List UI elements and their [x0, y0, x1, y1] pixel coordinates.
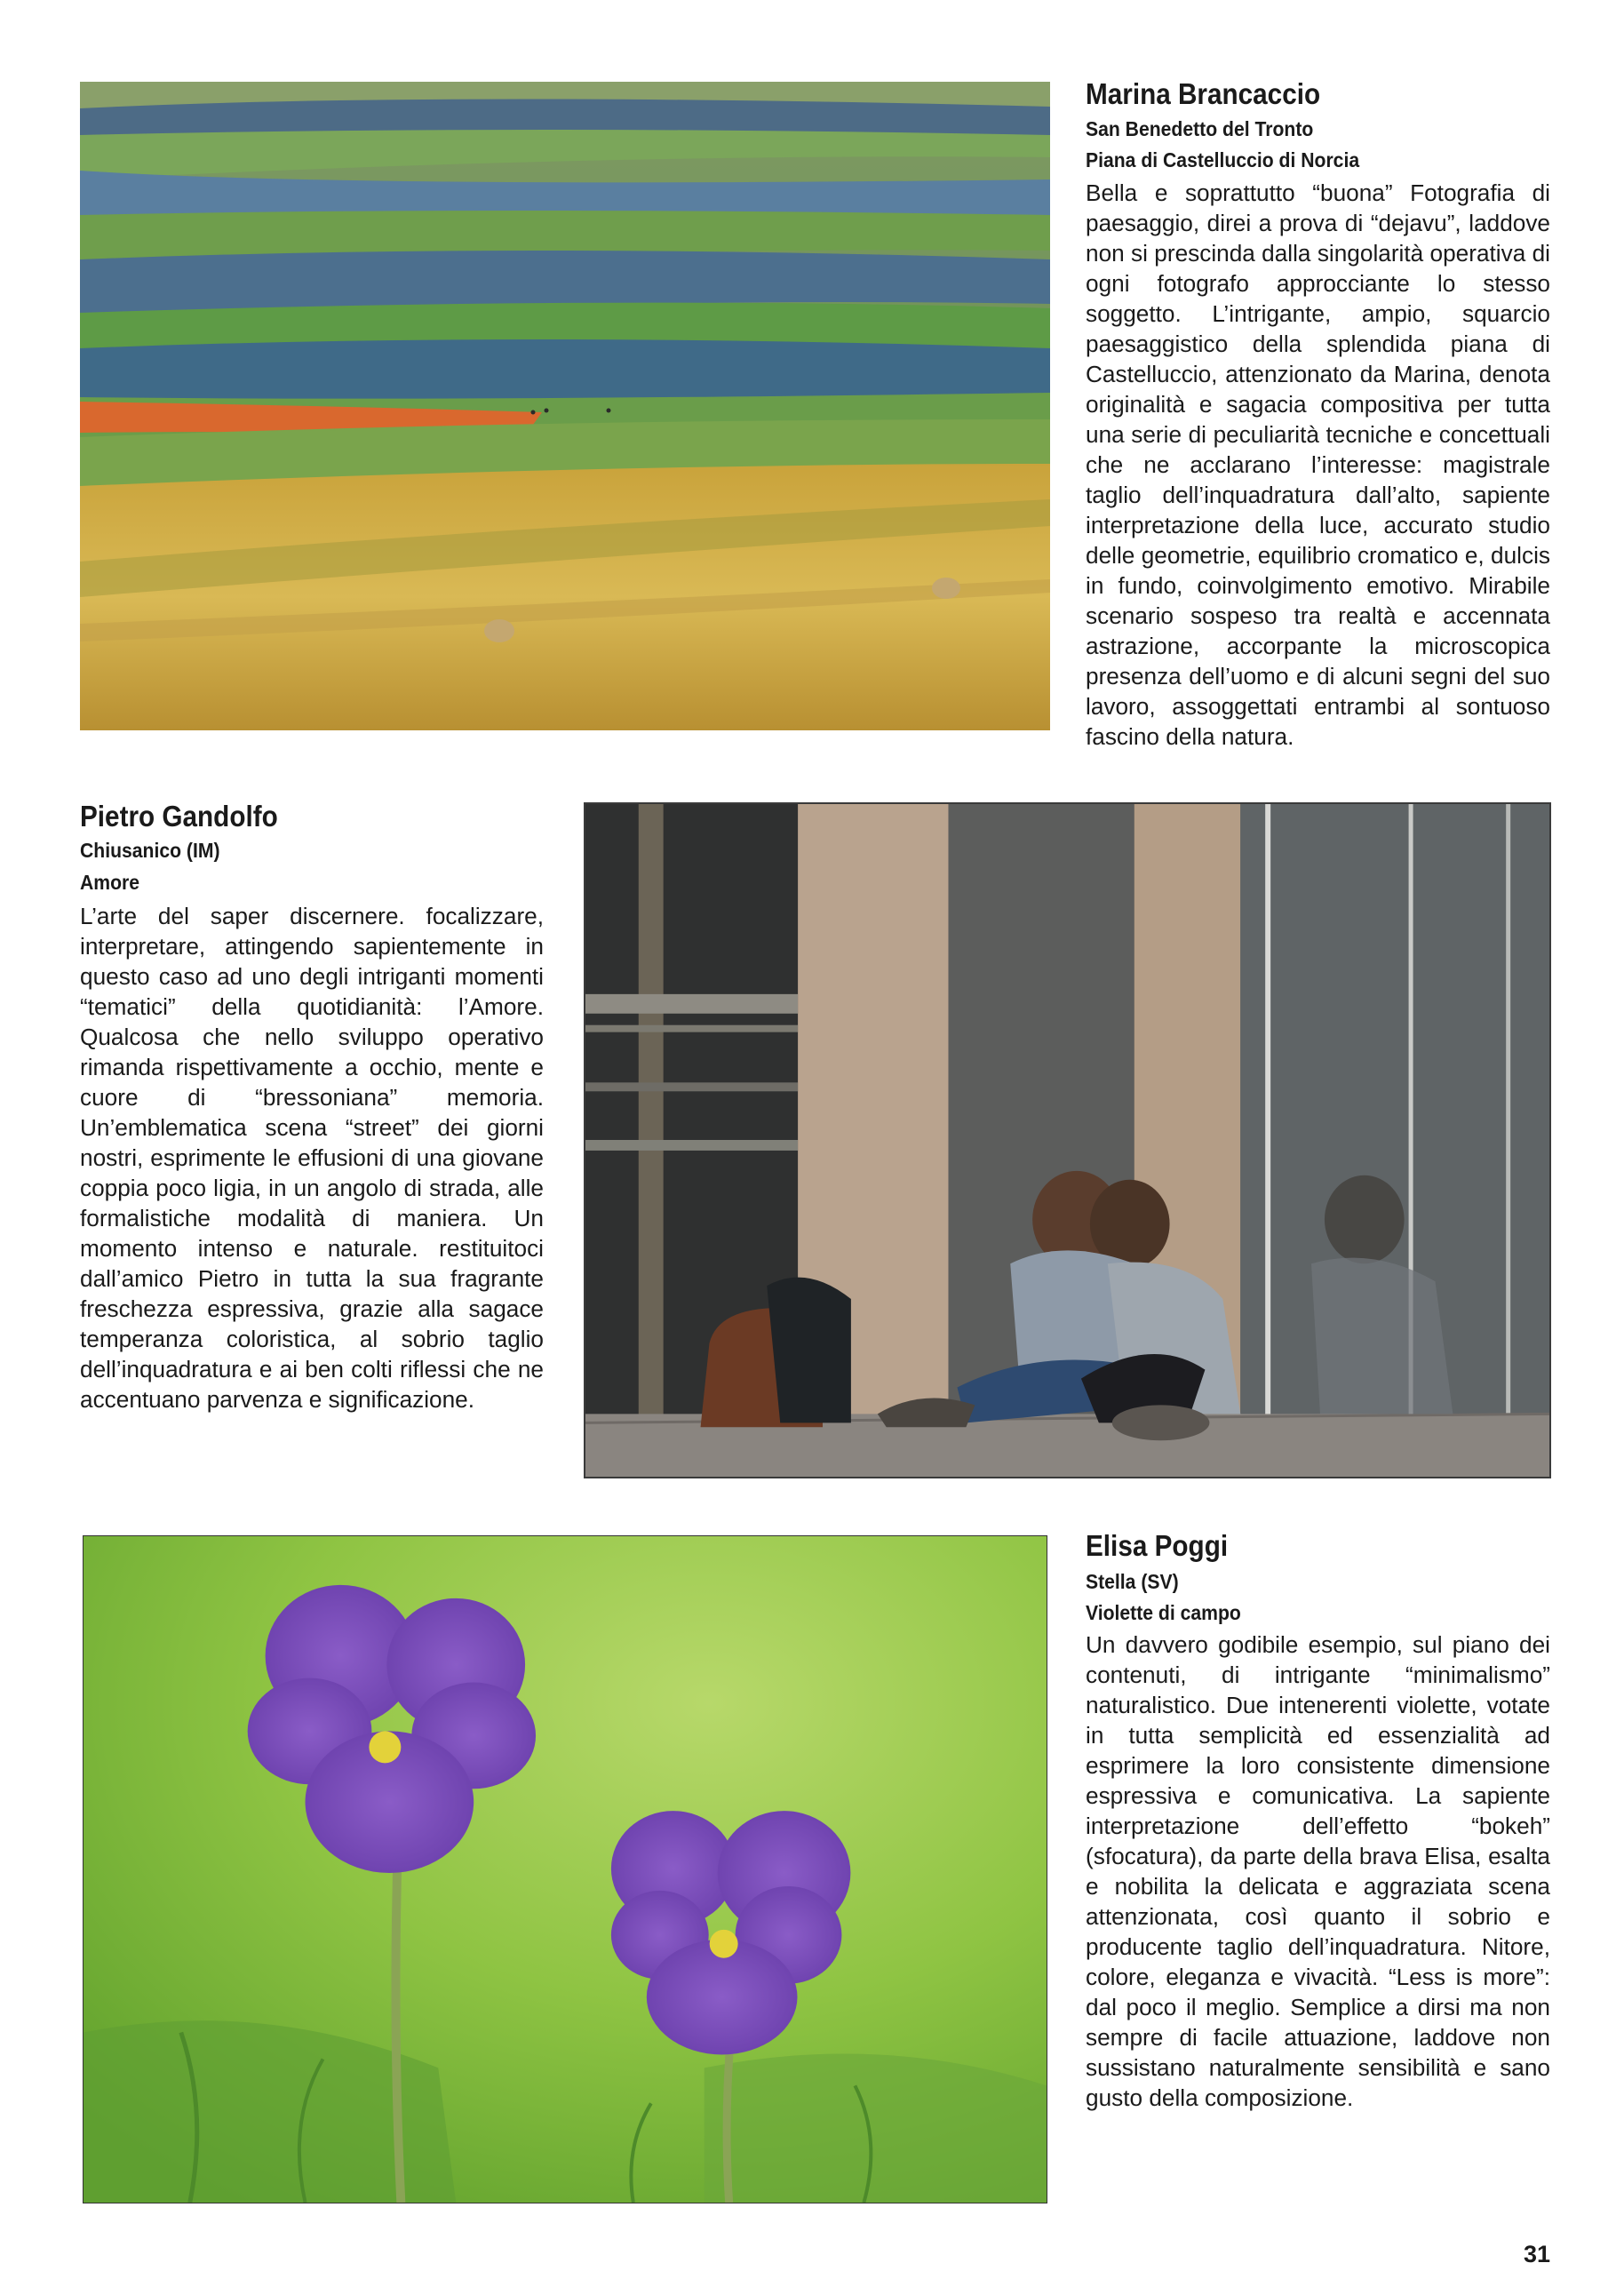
author-name: Elisa Poggi	[1086, 1529, 1229, 1562]
author-city: San Benedetto del Tronto	[1086, 117, 1314, 140]
critique-text: Bella e soprattutto “buona” Fotografia di paesaggio, direi a prova di “dejavu”, laddove non si prescinda dalla singolarità operativa di ogni fotografo approcciante lo stesso soggetto. L’intrigante, ampio, squarcio paesaggistico della splendida piana di Castelluccio, attenzionato da Marina, denota originalità e sagacia compositiva per tutta una serie di peculiarità tecniche e concettuali che ne acclarano l’interesse: magistrale taglio dell’inquadratura dall’alto, sapiente interpretazione della luce, accurato studio delle geometrie, equilibrio cromatico e, dulcis in fundo, coinvolgimento emotivo. Mirabile scenario sospeso tra realtà e accennata astrazione, accorpante la microscopica presenza dell’uomo e di alcuni segni del suo lavoro, assoggettati entrambi al sontuoso fascino della natura.	[1086, 179, 1550, 750]
photo-title: Violette di campo	[1086, 1601, 1241, 1624]
critique-text: L’arte del saper discernere. focalizzare, interpretare, attingendo sapientemente in questo caso ad uno degli intriganti momenti “tematici” della quotidianità: l’Amore. Qualcosa che nello sviluppo operativo rimanda rispettivamente a occhio, mente e cuore di “bressoniana” memoria. Un’emblematica scena “street” dei giorni nostri, esprimente le effusioni di una giovane coppia poco ligia, in un angolo di strada, alle formalistiche modalità di maniera. Un momento intenso e naturale. restituitoci dall’amico Pietro in tutta la sua fragrante freschezza espressiva, grazie alla sagace temperanza coloristica, al sobrio taglio dell’inquadratura e ai ben colti riflessi che ne accentuano parvenza e significazione.	[80, 903, 544, 1413]
photo-title: Piana di Castelluccio di Norcia	[1086, 148, 1360, 171]
couple-photo	[584, 802, 1551, 1478]
author-name: Marina Brancaccio	[1086, 77, 1321, 110]
page-number: 31	[1524, 2241, 1551, 2267]
author-name: Pietro Gandolfo	[80, 800, 278, 833]
author-city: Stella (SV)	[1086, 1570, 1179, 1593]
author-city: Chiusanico (IM)	[80, 839, 220, 862]
violets-photo	[83, 1535, 1047, 2203]
critique-text: Un davvero godibile esempio, sul piano dei contenuti, di intrigante “minimalismo” naturalistico. Due intenerenti violette, votate in tutta semplicità ed essenzialità ad esprimere la loro consistente dimensione espressiva e comunicativa. La sapiente interpretazione dell’effetto “bokeh” (sfocatura), da parte della brava Elisa, esalta e nobilita la delicata e aggraziata scena attenzionata, così quanto il sobrio e producente taglio dell’inquadratura. Nitore, colore, eleganza e vivacità. “Less is more”: dal poco il meglio. Semplice a dirsi ma non sempre di facile attuazione, laddove non sussistano naturalmente sensibilità e sano gusto della composizione.	[1086, 1631, 1550, 2111]
photo-title: Amore	[80, 871, 140, 894]
landscape-photo	[80, 82, 1050, 730]
